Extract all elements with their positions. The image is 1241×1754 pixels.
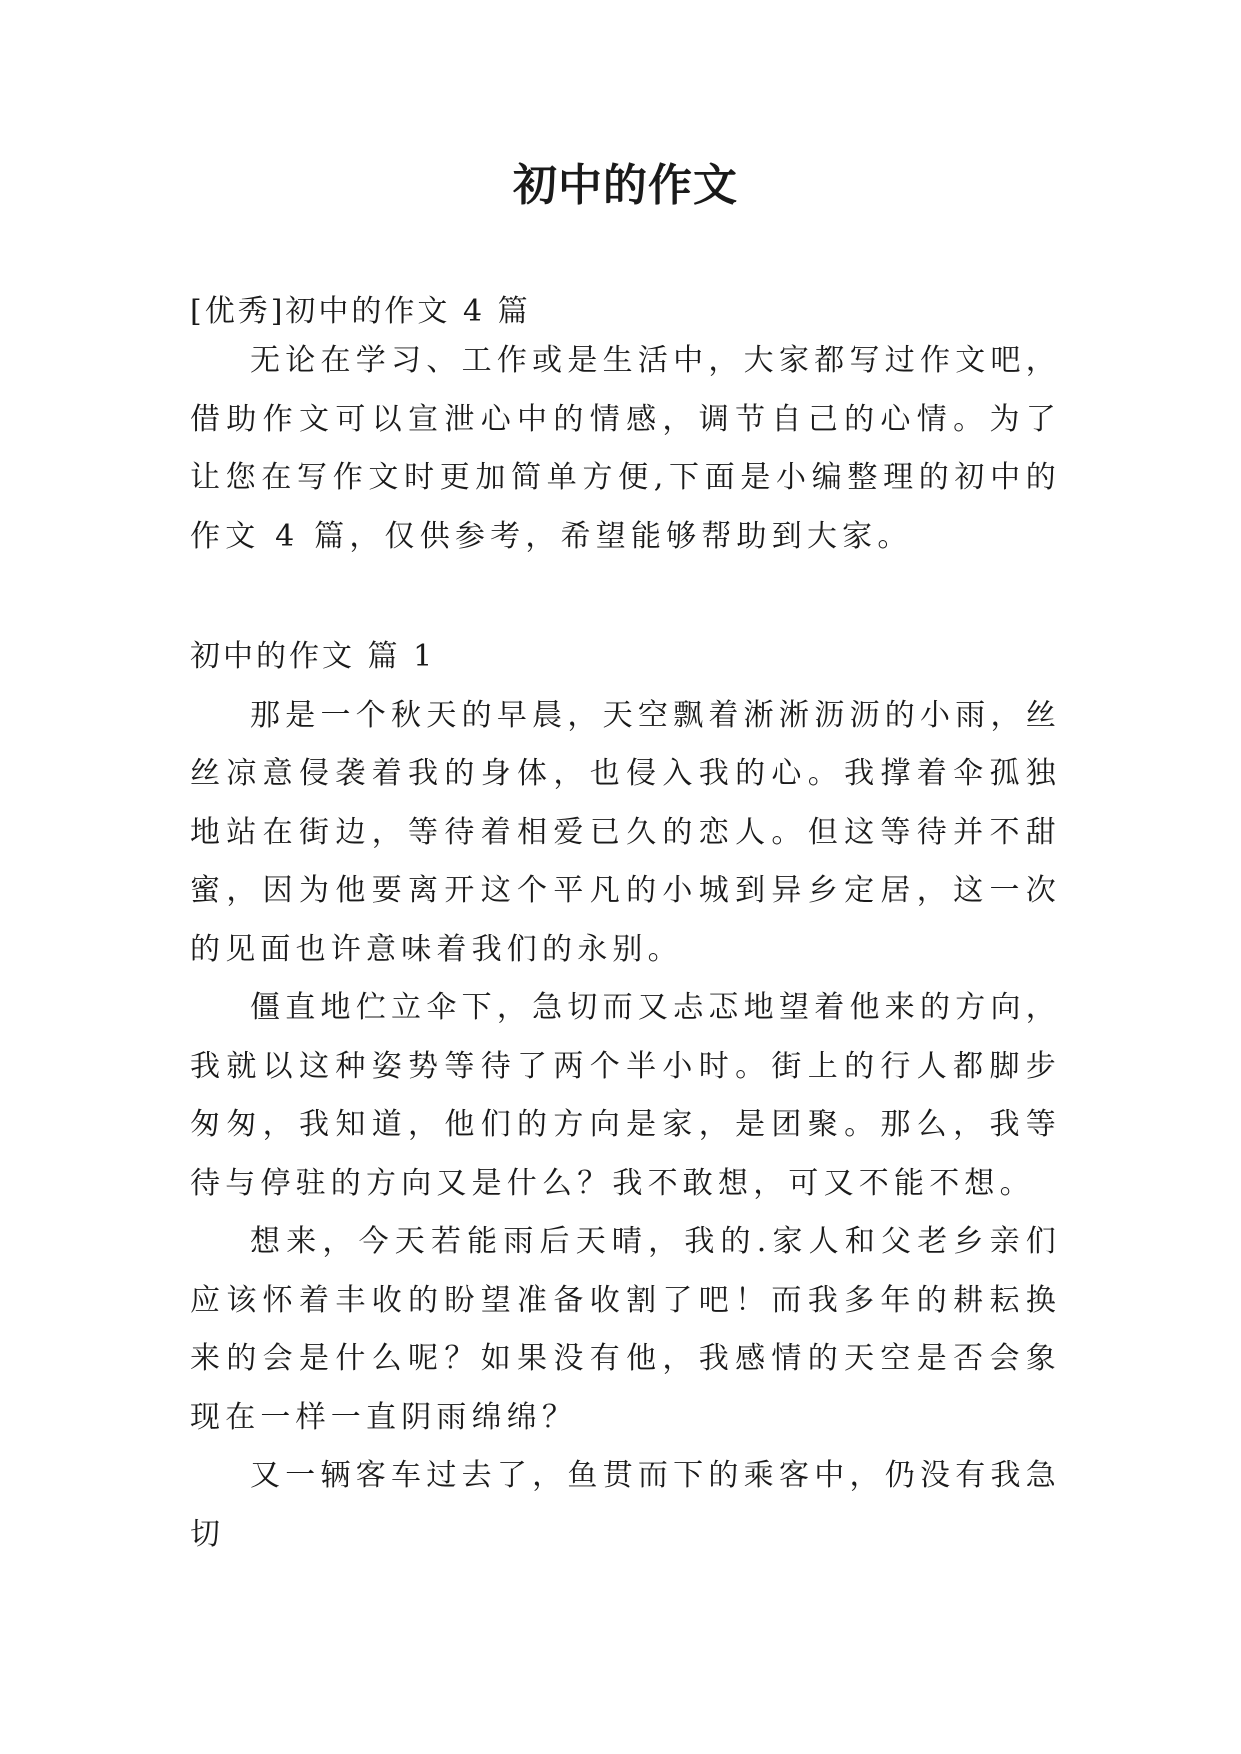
- document-title: 初中的作文: [513, 160, 738, 211]
- body-paragraph: 又一辆客车过去了，鱼贯而下的乘客中，仍没有我急切: [190, 1458, 1061, 1552]
- body-paragraph: 想来，今天若能雨后天晴，我的.家人和父老乡亲们应该怀着丰收的盼望准备收割了吧！而我多年的耕耘换来的会是什么呢？如果没有他，我感情的天空是否会象现在一样一直阴雨绵绵？: [190, 1224, 1061, 1435]
- body-paragraph: 僵直地伫立伞下，急切而又忐忑地望着他来的方向，我就以这种姿势等待了两个半小时。街上的行人都脚步匆匆，我知道，他们的方向是家，是团聚。那么，我等待与停驻的方向又是什么？我不敢想，可又不能不想。: [190, 990, 1061, 1201]
- document-subtitle: [优秀]初中的作文 4 篇: [190, 294, 531, 329]
- body-paragraph: 那是一个秋天的早晨，天空飘着淅淅沥沥的小雨，丝丝凉意侵袭着我的身体，也侵入我的心。我撑着伞孤独地站在街边，等待着相爱已久的恋人。但这等待并不甜蜜，因为他要离开这个平凡的小城到异乡定居，这一次的见面也许意味着我们的永别。: [190, 697, 1061, 967]
- intro-paragraph: 无论在学习、工作或是生活中，大家都写过作文吧，借助作文可以宣泄心中的情感，调节自己的心情。为了让您在写作文时更加简单方便,下面是小编整理的初中的作文 4 篇，仅供参考，希望能够帮助到大家。: [190, 343, 1061, 554]
- section-heading: 初中的作文 篇 1: [190, 639, 436, 674]
